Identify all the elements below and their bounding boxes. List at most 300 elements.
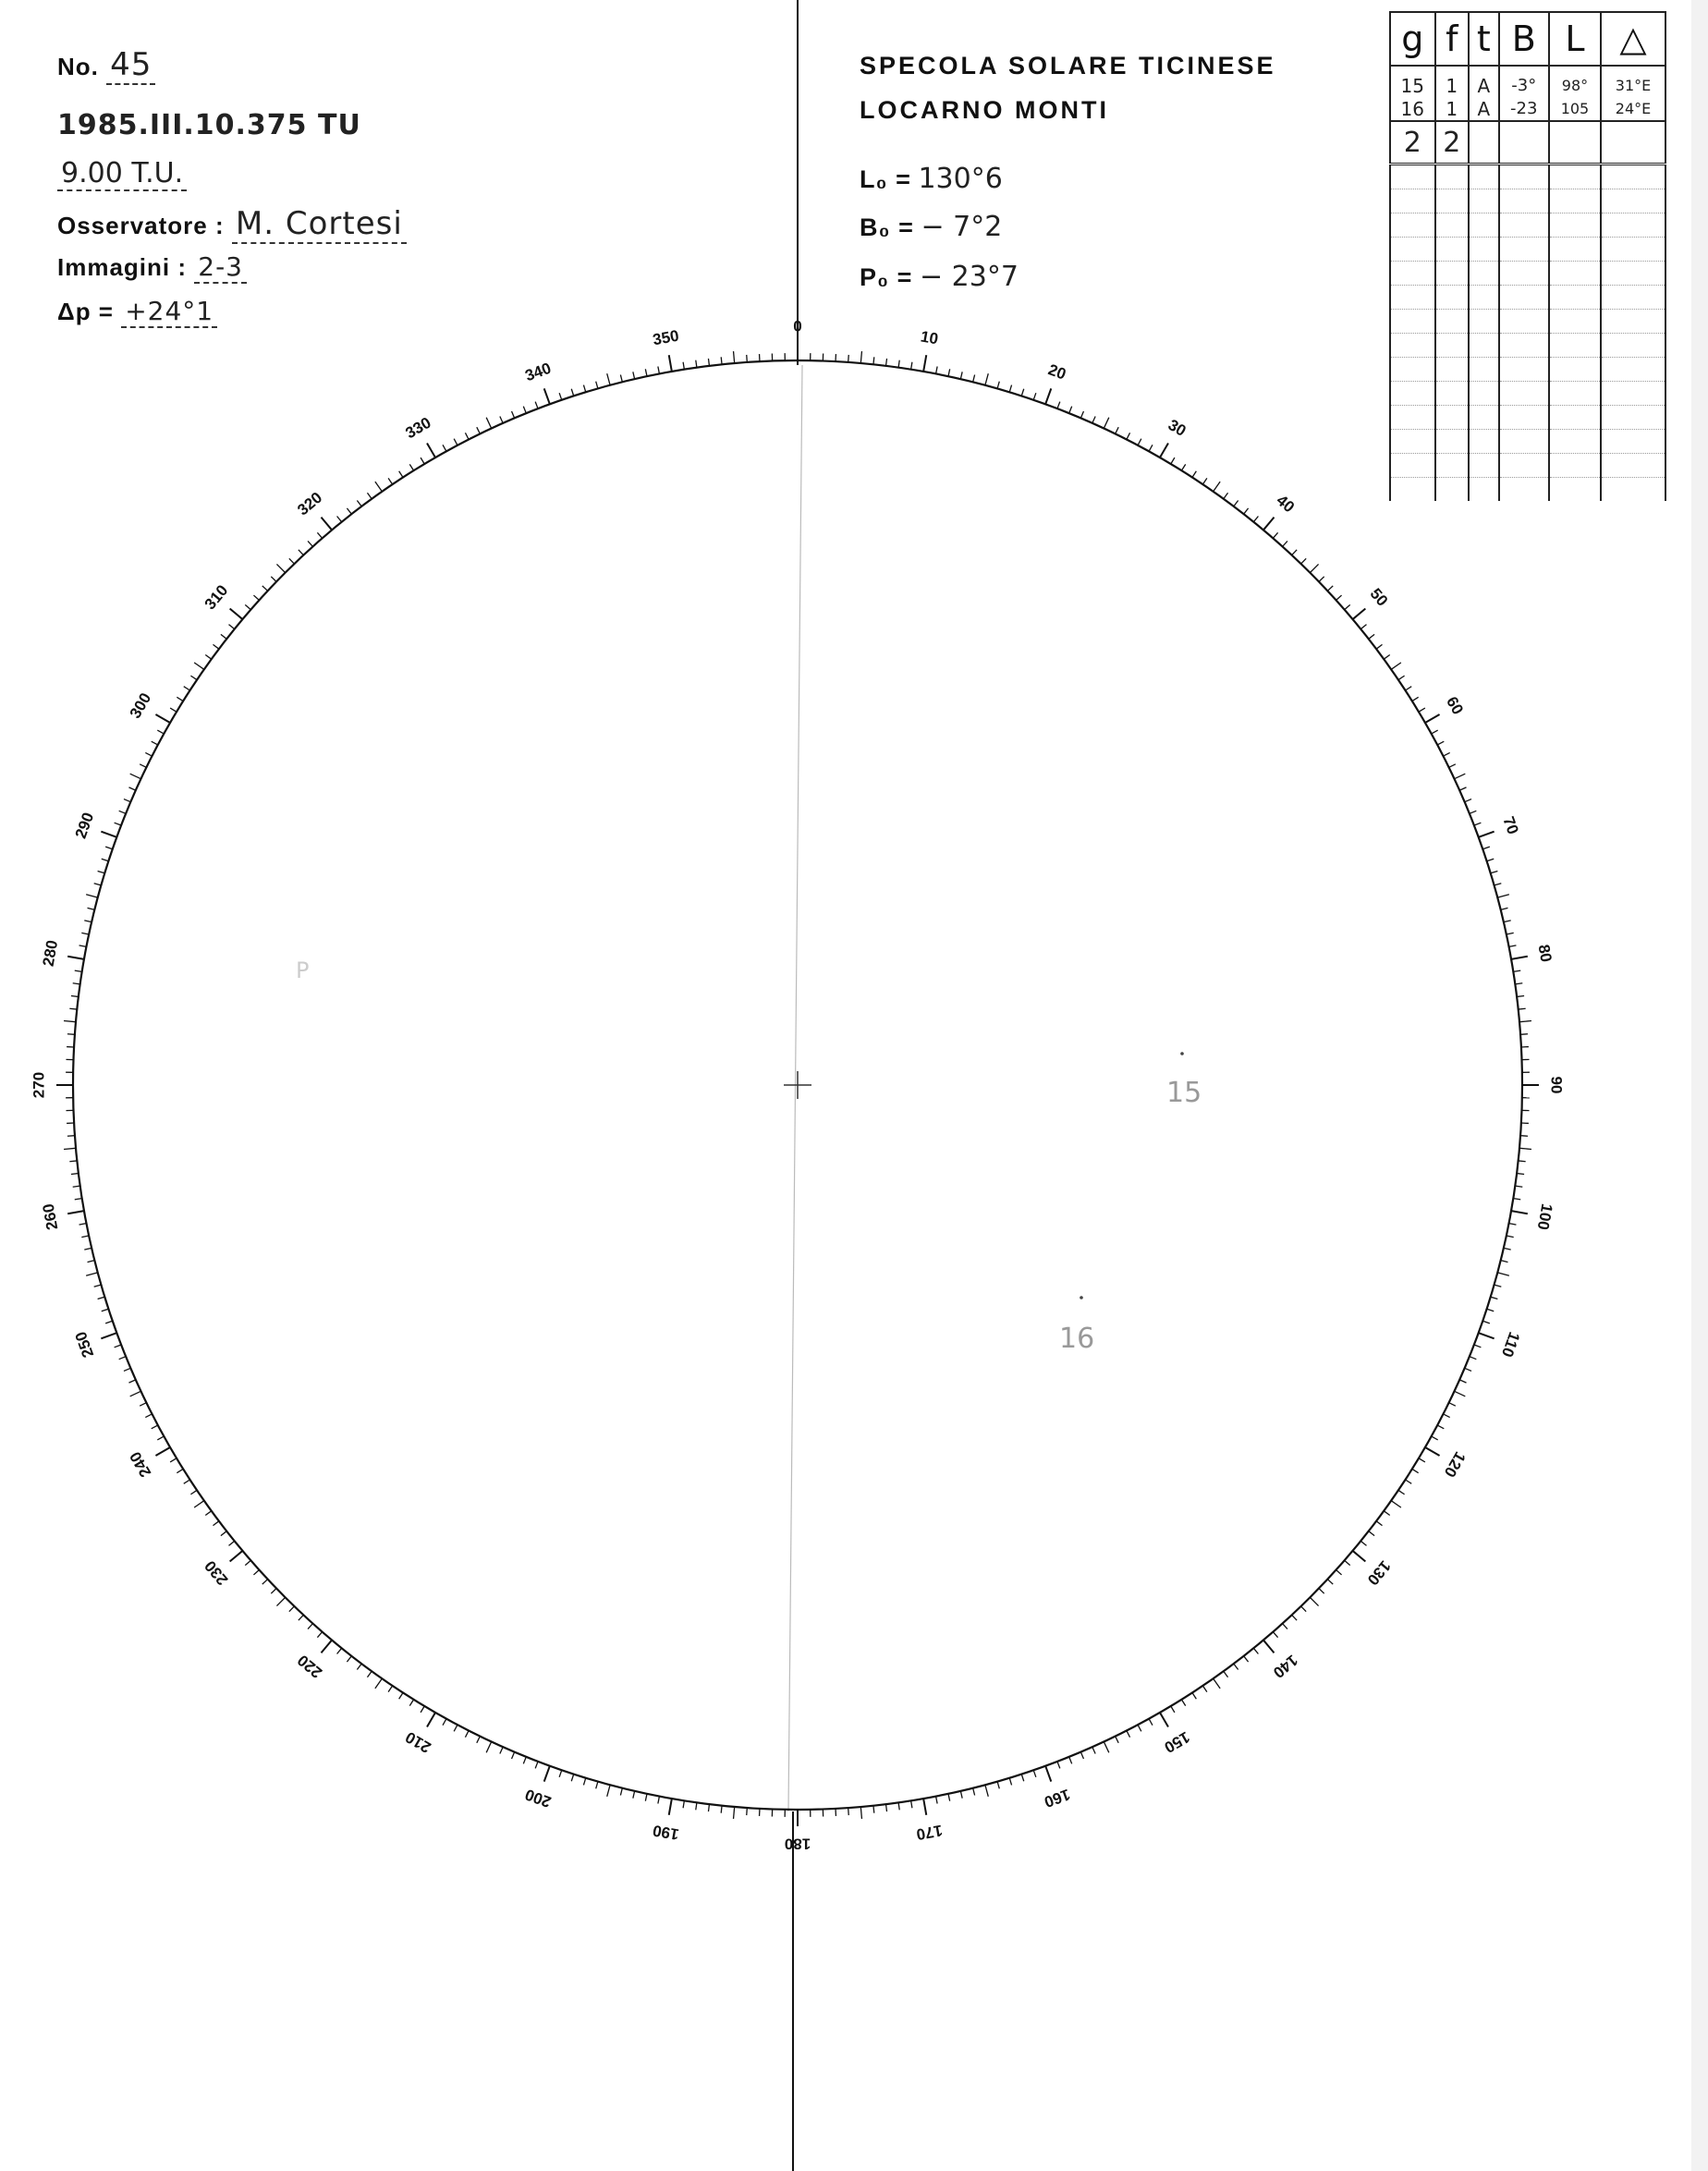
degree-tick [253,1570,259,1575]
degree-tick [157,730,164,734]
degree-tick [747,355,748,362]
degree-tick [1494,884,1502,885]
degree-tick [1360,625,1366,629]
degree-tick [1127,433,1130,439]
degree-tick [140,1403,146,1407]
angle-label-300: 300 [126,689,155,722]
degree-tick [1517,995,1524,996]
degree-tick [1149,1719,1153,1726]
degree-tick [75,1199,82,1200]
table-cell: -23 [1499,97,1549,121]
degree-tick [1319,577,1324,582]
degree-tick [1327,586,1333,591]
degree-tick [1459,787,1466,790]
degree-tick [1253,1648,1258,1653]
degree-tick [1384,654,1389,659]
degree-tick [1045,388,1051,404]
degree-tick [607,1785,610,1797]
degree-tick [427,443,435,457]
degree-tick [190,676,197,679]
degree-tick [229,625,235,629]
angle-label-10: 10 [919,327,940,348]
degree-tick [276,564,285,572]
degree-tick [523,1757,526,1763]
angle-label-50: 50 [1366,584,1392,610]
degree-tick [1455,1391,1466,1396]
degree-tick [1455,774,1466,778]
angle-label-30: 30 [1165,416,1190,440]
angle-label-60: 60 [1443,693,1467,718]
degree-tick [124,1368,130,1371]
angle-label-340: 340 [522,359,554,385]
degree-tick [1009,385,1011,393]
degree-tick [205,1511,211,1516]
degree-tick [1244,1656,1249,1662]
degree-tick [388,1686,392,1692]
table-cell: 24°E [1601,97,1665,121]
degree-tick [357,1664,361,1669]
degree-tick [500,1747,503,1753]
angle-label-100: 100 [1533,1201,1556,1232]
degree-tick [873,357,874,364]
central-meridian-line [788,365,802,1811]
table-cell: 1 [1435,97,1469,121]
degree-tick [105,847,113,849]
degree-tick [1283,541,1287,546]
degree-tick [289,1606,295,1612]
degree-tick [1273,532,1277,538]
pole-mark: P [296,957,310,983]
degree-tick [245,604,250,609]
degree-tick [213,1521,218,1526]
degree-tick [1021,389,1023,396]
degree-tick [1224,493,1228,498]
degree-tick [1449,764,1456,768]
degree-tick [559,1770,562,1777]
degree-tick [409,1700,413,1706]
degree-tick [271,1589,276,1594]
degree-tick [454,439,458,445]
degree-tick [1482,847,1490,849]
degree-tick [1519,1161,1526,1162]
angle-label-270: 270 [30,1071,48,1099]
degree-tick [1509,945,1517,947]
degree-tick [1092,1747,1095,1753]
delta-p-value: +24°1 [121,296,217,328]
degree-tick [84,921,92,922]
degree-tick [399,1693,403,1700]
table-cell: 1 [1435,66,1469,97]
degree-tick [596,382,598,389]
degree-tick [388,478,392,484]
degree-tick [1104,418,1108,429]
degree-tick [128,787,135,790]
degree-tick [299,550,303,555]
degree-tick [1494,1285,1502,1287]
degree-tick [477,427,481,433]
degree-tick [1319,1589,1324,1594]
degree-tick [1519,1021,1531,1022]
degree-tick [1057,402,1060,409]
degree-tick [1192,471,1196,478]
degree-tick [69,1161,77,1162]
degree-tick [124,799,130,802]
degree-tick [1391,663,1401,669]
degree-tick [130,1391,141,1396]
angle-label-120: 120 [1440,1448,1470,1481]
degree-tick [1181,1700,1185,1706]
degree-tick [886,1804,887,1811]
degree-tick [544,1766,550,1782]
degree-tick [1253,517,1258,522]
degree-tick [443,1719,446,1726]
angle-label-320: 320 [294,488,326,519]
degree-tick [1069,1757,1072,1763]
angle-label-250: 250 [71,1329,98,1360]
degree-tick [1470,811,1476,813]
degree-tick [911,362,912,370]
degree-tick [1444,1414,1450,1418]
angle-label-150: 150 [1161,1727,1193,1757]
degree-tick [1160,1713,1168,1727]
degree-tick [1474,823,1481,825]
degree-tick [213,644,218,649]
angle-label-0: 0 [793,317,802,335]
degree-tick [1009,1778,1011,1786]
degree-tick [1515,983,1522,984]
degree-tick [1202,478,1206,484]
degree-tick [321,1640,332,1653]
degree-tick [308,541,312,546]
degree-tick [1092,416,1095,422]
col-header-delta: △ [1601,12,1665,66]
degree-tick [119,811,126,813]
degree-tick [1444,752,1450,756]
degree-tick [1398,1490,1405,1494]
degree-tick [898,1802,899,1810]
table-cell: 31°E [1601,66,1665,97]
degree-tick [1459,1380,1466,1383]
images-label: Immagini : [57,253,188,281]
degree-tick [1412,697,1419,701]
degree-tick [465,1731,469,1738]
degree-tick [1336,1570,1342,1575]
angle-label-290: 290 [71,810,98,841]
degree-tick [102,859,109,860]
degree-tick [1301,1606,1307,1612]
observer-value: M. Cortesi [232,205,407,244]
degree-tick [98,871,105,872]
degree-tick [375,1678,382,1689]
degree-tick [1192,1693,1196,1700]
angle-label-330: 330 [402,413,434,443]
degree-tick [535,1762,538,1768]
degree-tick [1263,518,1275,531]
degree-tick [1033,393,1036,400]
degree-tick [1069,407,1072,413]
degree-tick [177,697,183,701]
degree-tick [860,1807,861,1819]
degree-tick [64,1021,76,1022]
degree-tick [500,416,503,422]
degree-tick [73,1186,80,1187]
degree-tick [101,1333,116,1338]
degree-tick [140,764,146,768]
degree-tick [1487,1309,1494,1311]
degree-tick [1234,500,1238,506]
degree-tick [571,389,573,396]
angle-label-160: 160 [1042,1785,1073,1811]
degree-tick [1301,558,1307,564]
degree-tick [102,1309,109,1311]
table-cell: A [1469,97,1499,121]
degree-tick [948,369,950,376]
degree-tick [321,518,332,531]
param-b0-value: − 7°2 [921,211,1003,243]
degree-tick [1513,970,1520,971]
angle-label-90: 90 [1547,1076,1566,1094]
degree-tick [1501,908,1508,909]
degree-tick [559,393,562,400]
degree-tick [421,1706,424,1713]
angle-label-40: 40 [1273,491,1299,517]
degree-tick [848,1808,849,1815]
degree-tick [177,1469,183,1472]
degree-tick [669,355,672,372]
angle-label-80: 80 [1534,943,1556,964]
degree-tick [427,1713,435,1727]
degree-tick [1437,741,1444,745]
observer-label: Osservatore : [57,212,225,239]
degree-tick [1369,1531,1374,1536]
degree-tick [633,372,635,379]
degree-tick [230,1551,243,1562]
degree-tick [221,634,226,639]
degree-tick [1080,1752,1083,1759]
degree-tick [1504,1248,1511,1250]
degree-tick [1234,1664,1238,1669]
angle-label-260: 260 [39,1201,62,1232]
degree-tick [486,418,491,429]
degree-tick [1482,1321,1490,1323]
degree-tick [960,372,962,379]
degree-tick [79,1224,87,1226]
group-15-label: 15 [1166,1077,1202,1109]
degree-tick [1057,1762,1060,1768]
degree-tick [973,375,975,383]
degree-tick [1507,1236,1514,1238]
degree-tick [973,1788,975,1796]
degree-tick [276,1597,285,1605]
degree-tick [465,433,469,439]
degree-tick [1511,1211,1528,1214]
degree-tick [683,1800,684,1808]
degree-tick [1080,411,1083,418]
degree-tick [1419,708,1425,712]
degree-tick [1149,445,1153,451]
degree-tick [271,577,276,582]
degree-tick [194,663,204,669]
degree-tick [1520,1136,1528,1137]
degree-tick [1432,730,1438,734]
degree-tick [1244,508,1249,514]
degree-tick [985,1785,988,1797]
degree-tick [367,493,372,498]
degree-tick [477,1737,481,1743]
degree-tick [1327,1579,1333,1584]
degree-tick [1501,1261,1508,1262]
degree-tick [1519,1008,1526,1009]
degree-tick [948,1794,950,1801]
degree-tick [337,517,342,522]
degree-tick [1171,1706,1175,1713]
degree-tick [1517,1174,1524,1175]
degree-tick [1360,1541,1366,1545]
param-l0-label: L₀ = [860,165,911,193]
degree-tick [79,945,87,947]
degree-tick [1283,1624,1287,1629]
degree-tick [571,1775,573,1782]
degree-tick [936,1797,938,1804]
degree-tick [1513,1199,1520,1200]
degree-tick [86,1273,98,1275]
degree-tick [1263,1640,1275,1653]
degree-tick [1116,1737,1119,1743]
degree-tick [67,1211,84,1214]
degree-tick [69,1008,77,1009]
degree-tick [898,360,899,368]
degree-tick [152,741,158,745]
degree-tick [1425,1447,1440,1456]
sunspot-group-16 [1080,1296,1083,1299]
degree-tick [1406,1480,1412,1483]
degree-tick [64,1148,76,1149]
degree-tick [721,357,722,364]
degree-tick [633,1791,635,1799]
degree-tick [421,457,424,464]
degree-tick [157,1436,164,1440]
degree-tick [88,908,95,909]
degree-tick [1487,859,1494,860]
degree-tick [101,832,116,837]
degree-tick [170,708,177,712]
degree-tick [1104,1742,1108,1753]
degree-tick [512,1752,515,1759]
degree-tick [308,1624,312,1629]
degree-tick [1336,595,1342,600]
degree-tick [544,388,550,404]
degree-tick [94,884,102,885]
degree-tick [1465,799,1471,802]
record-number-value: 45 [106,46,155,85]
degree-tick [1497,1273,1509,1275]
degree-tick [1504,921,1511,922]
degree-tick [1202,1686,1206,1692]
degree-tick [620,375,622,383]
angle-label-210: 210 [402,1727,434,1757]
degree-tick [145,1414,152,1418]
degree-tick [1273,1632,1277,1638]
degree-tick [620,1788,622,1796]
degree-tick [86,895,98,897]
degree-tick [1045,1766,1051,1782]
degree-tick [1353,1551,1366,1562]
degree-tick [88,1261,95,1262]
degree-tick [443,445,446,451]
degree-tick [1519,1148,1531,1149]
degree-tick [1419,1458,1425,1462]
degree-tick [115,823,121,825]
degree-tick [1509,1224,1517,1226]
angle-label-20: 20 [1045,360,1068,384]
degree-tick [1491,871,1498,872]
degree-tick [1515,1186,1522,1187]
degree-tick [454,1725,458,1731]
degree-tick [512,411,515,418]
degree-tick [985,373,988,385]
degree-tick [128,1380,135,1383]
degree-tick [1224,1671,1228,1677]
degree-tick [67,1034,75,1035]
degree-tick [734,351,735,363]
degree-tick [190,1490,197,1494]
degree-tick [1376,1521,1382,1526]
angle-label-170: 170 [914,1821,945,1844]
degree-tick [347,1656,351,1662]
degree-tick [658,1797,660,1804]
degree-tick [253,595,259,600]
col-header-f: f [1435,12,1469,66]
angle-label-240: 240 [126,1448,155,1481]
degree-tick [669,1799,672,1815]
sunspot-group-15 [1180,1052,1184,1055]
degree-tick [1345,604,1350,609]
degree-tick [1310,1597,1318,1605]
degree-tick [262,1579,268,1584]
observation-time-value: 9.00 T.U. [57,157,187,191]
degree-tick [848,355,849,362]
degree-tick [696,1802,697,1810]
degree-tick [1474,1345,1481,1348]
col-header-t: t [1469,12,1499,66]
degree-tick [734,1807,735,1819]
degree-tick [105,1321,113,1323]
degree-tick [1497,895,1509,897]
col-header-l: L [1549,12,1601,66]
degree-tick [583,385,585,393]
angle-label-130: 130 [1363,1556,1395,1589]
degree-tick [115,1345,121,1348]
degree-tick [75,970,82,971]
degree-tick [747,1808,748,1815]
degree-tick [596,1782,598,1789]
degree-tick [1369,634,1374,639]
degree-tick [337,1648,342,1653]
degree-tick [1292,550,1297,555]
degree-tick [299,1615,303,1620]
angle-label-310: 310 [201,581,232,614]
table-cell: 98° [1549,66,1601,97]
degree-tick [1511,957,1528,959]
degree-tick [152,1425,158,1429]
degree-tick [645,369,647,376]
degree-tick [347,508,351,514]
degree-tick [886,359,887,366]
angle-label-190: 190 [651,1821,681,1844]
degree-tick [205,654,211,659]
degree-tick [367,1671,372,1677]
degree-tick [1292,1615,1297,1620]
